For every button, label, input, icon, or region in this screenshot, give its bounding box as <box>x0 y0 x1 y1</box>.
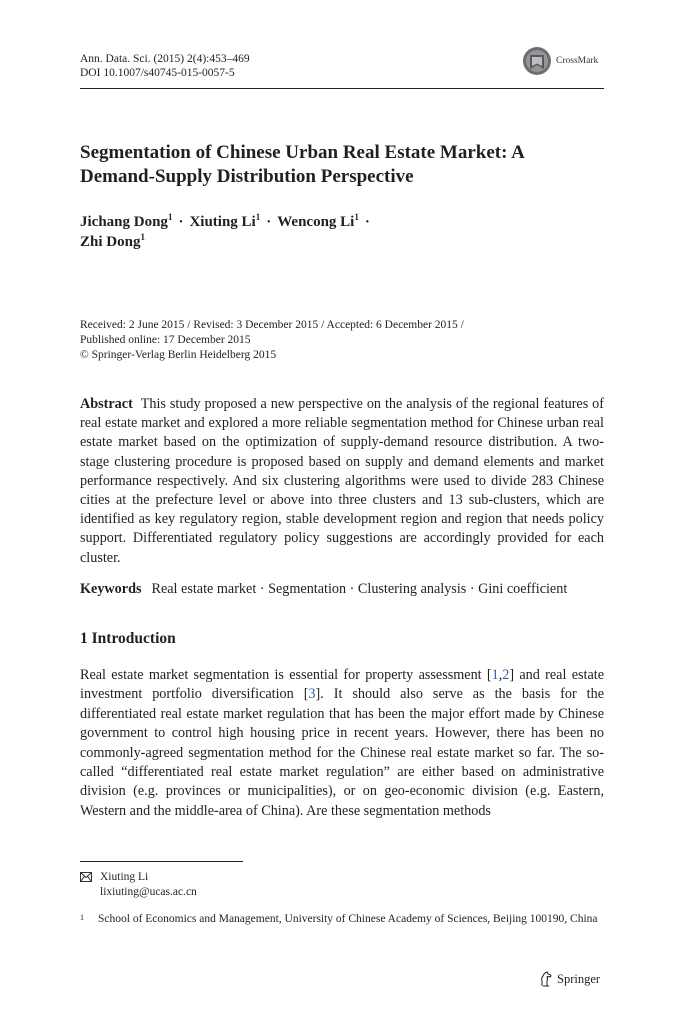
section-heading: 1 Introduction <box>80 630 176 647</box>
corresponding-author <box>80 870 197 900</box>
abstract-label: Abstract <box>80 396 133 412</box>
crossmark-label: CrossMark <box>556 56 599 66</box>
author[interactable]: Xiuting Li$^1$ <box>189 212 261 230</box>
affiliation <box>80 912 604 927</box>
crossmark-icon <box>522 46 552 76</box>
author-line-2 <box>80 232 604 252</box>
title-line-2: Demand-Supply Distribution Perspective <box>80 166 414 187</box>
journal-header <box>80 52 250 80</box>
keywords <box>80 580 604 599</box>
author-separator: · <box>364 214 370 230</box>
author[interactable]: Jichang Dong$^1$ <box>80 212 173 230</box>
copyright: © Springer-Verlag Berlin Heidelberg 2015 <box>80 349 277 361</box>
publication-dates <box>80 318 604 363</box>
keywords-label: Keywords <box>80 581 142 597</box>
keywords-text: Real estate market · Segmentation · Clustering analysis · Gini coefficient <box>151 581 568 597</box>
corresponding-name: Xiuting Li <box>100 871 149 883</box>
author[interactable]: Wencong Li$^1$ <box>277 212 359 230</box>
header-rule <box>80 88 604 89</box>
corresponding-email[interactable]: lixiuting@ucas.ac.cn <box>100 886 197 898</box>
author[interactable]: Zhi Dong$^1$ <box>80 232 145 250</box>
citation-link[interactable]: 2 <box>502 667 510 683</box>
author-separator: · <box>266 214 272 230</box>
title-line-1: Segmentation of Chinese Urban Real Estate Market: A <box>80 142 525 163</box>
doi[interactable]: DOI 10.1007/s40745-015-0057-5 <box>80 67 235 79</box>
citation-link[interactable]: 3 <box>308 686 316 703</box>
publisher-logo[interactable] <box>539 971 600 987</box>
abstract-text: This study proposed a new perspective on the analysis of the regional features of real estate market and explored a more reliable segmentation method for Chinese urban real estate market based on the optimization of supply-demand resource distribution. A two-stage clustering procedure is proposed based on supply and demand elements and market performance respectively. And six clustering algorithms were used to divide 283 Chinese cities at the prefecture level or above into three clusters and 13 sub-clusters, which are identified as key regulatory region, stable development region and region that needs policy support. Differentiated regulatory policy suggestions are accordingly provided for each cluster. <box>80 396 605 566</box>
springer-horse-icon <box>539 971 553 987</box>
publisher-name: Springer <box>557 971 601 986</box>
affiliation-text: School of Economics and Management, University of Chinese Academy of Sciences, Beijing 100190, China <box>98 913 598 925</box>
abstract <box>80 395 604 568</box>
introduction-body: Real estate market segmentation is essential for property assessment [1,2] and real estate investment portfolio diversification [3]. It should also serve as the basis for the differentiated real estate market regulation that has been the major effort made by Chinese government to control high housing price in recent years. However, there has been no commonly-agreed segmentation method for the Chinese real estate market so far. The so-called “differentiated real estate market regulation” are either based on administrative division (e.g. provinces or municipalities), or on geo-economic division (e.g. Eastern, Western and the middle-area of China). Are these segmentation methods <box>80 667 605 819</box>
affiliation-number: 1 <box>80 913 84 922</box>
crossmark-badge[interactable] <box>522 46 598 76</box>
author-list <box>80 212 604 252</box>
dates-line-2: Published online: 17 December 2015 <box>80 334 251 346</box>
journal-citation: Ann. Data. Sci. (2015) 2(4):453–469 <box>80 53 250 65</box>
author-separator: · <box>178 214 184 230</box>
envelope-icon <box>80 872 92 882</box>
author-line-1 <box>80 212 604 232</box>
footnote-rule <box>80 861 243 862</box>
paper-title <box>80 141 604 189</box>
dates-line-1: Received: 2 June 2015 / Revised: 3 December 2015 / Accepted: 6 December 2015 / <box>80 319 464 331</box>
citation-link[interactable]: 1 <box>491 667 499 683</box>
